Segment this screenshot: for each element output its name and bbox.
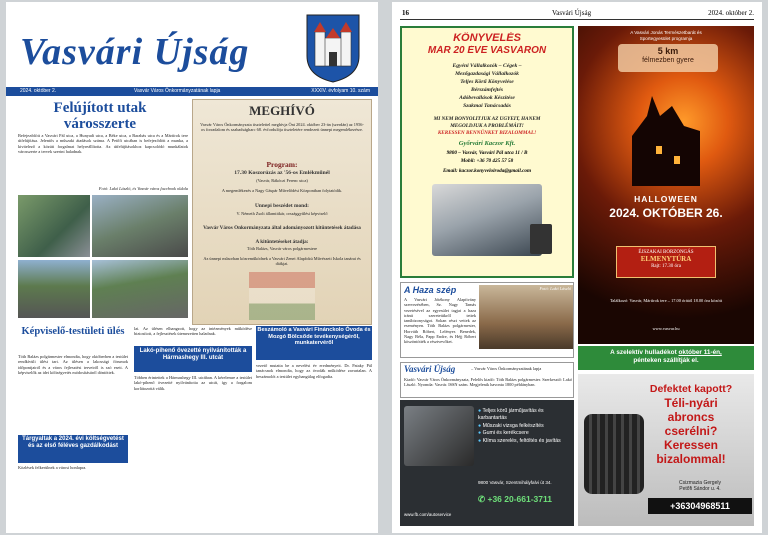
halloween-banner [616, 246, 716, 278]
tyre-contact-address: Petőfi Sándor u. 4. [679, 486, 721, 492]
coat-of-arms-icon [304, 12, 362, 84]
tyre-line: bizalommal! [656, 452, 726, 466]
meghivo-award-giver-label: A kitüntetéseket átadja: [255, 239, 309, 245]
issue-date: 2024. október 2. [20, 88, 57, 94]
tyre-line: cserélni? [664, 424, 718, 438]
meghivo-intro: Vasvár Város Önkormányzata tisztelettel meghívja Önt 2024. október 23-án (szerdán) az 1956-os forradalom és szabadságharc 68. évfordulója tiszteletére rendezett ünnepi megemlékezésre. [200, 122, 364, 133]
bullet-icon: ● [478, 430, 483, 437]
car-service-web: www.fb.com/autoservice [404, 512, 452, 517]
halloween-date: 2024. OKTÓBER 26. [609, 206, 723, 220]
tyre-phone: +36304968511 [648, 498, 752, 514]
calculator-icon [530, 224, 552, 254]
haunted-house-icon [622, 86, 712, 186]
halloween-organizer [578, 30, 754, 41]
accounting-email: Email: kaczor.konyveloiroda@gmail.com [442, 168, 532, 174]
car-service-ad [400, 400, 574, 526]
tyre-line: Keressen [663, 438, 719, 452]
phone-icon: ✆ [478, 494, 488, 504]
article-residential-body: Többen érintettek a Hármashegy III. utcában. A kérelemre a testület lakó-pihenő övezetté nyilvánította az utcát, így a forgalom korlátozottá válik. [134, 375, 252, 391]
impressum-publisher: – Vasvár Város Önkormányzatának lapja [471, 366, 542, 371]
photo-road-1 [18, 195, 90, 257]
impressum-title: Vasvári Újság [404, 364, 456, 374]
bullet-icon: ● [478, 437, 483, 444]
banner-line: ÉJSZAKAI BORZONGÁS [638, 250, 694, 255]
meghivo-program-label: Program: [266, 160, 298, 169]
masthead: Vasvári Újság [20, 31, 250, 73]
car-service-list [478, 408, 572, 445]
car-service-label: Teljes körű járműjavítás és karbantartás [478, 408, 544, 422]
haza-body: A Vasvári Jótékony Alapítvány szervezésében, Sz. Nagy Tamás vezetésével az egyesület tagjai a haza iránti szeretetükről tettek tanúbizonyságot. Sokan részt vettek az eseményen. Tóth Balázs polgármester, Horváth Róbert, Lelényes Benedek, Nagy Béla, Papp Endre, és Héjj Róbert köszöntötték a résztvevőket. [404, 297, 476, 345]
halloween-distance [618, 44, 718, 72]
haza-article [400, 282, 574, 358]
accounting-laptop-image [432, 184, 542, 256]
tyre-question [630, 382, 752, 466]
accounting-service: Teljes Körű Könyvelése [460, 79, 514, 85]
article-council-title: Képviselő-testületi ülés [21, 326, 125, 337]
article-roads-title: Felújított utak városszerte [53, 100, 147, 132]
issue-number: XXXIV. évfolyam 10. szám [311, 88, 370, 94]
tyre-line: Defektet kapott? [649, 383, 733, 395]
page-header-date: 2024. október 2. [708, 9, 754, 17]
meghivo-title: MEGHÍVÓ [249, 103, 315, 118]
car-service-address: 9800 Vasvár, Szentmihályfalvi út 34. [478, 480, 552, 485]
article-council-cont: lai. Az ülésen elhangzott, hogy az intézmények működése biztosított, a fejlesztések ütemezetten haladnak. [134, 326, 252, 337]
meghivo-continue: A megemlékezés a Nagy Gáspár Művelődési Központban folytatódik. [221, 188, 343, 193]
waste-line: A szelektív hulladékot [610, 349, 677, 356]
article-kindergarten-title: Beszámoló a Vasvári Finánckolo Óvoda és Mozgó Bölcsőde tevékenységéről, munkatervéről [256, 326, 372, 360]
car-service-item [478, 423, 572, 430]
car-service-phone [478, 494, 574, 505]
slogan-line: MEGOLDJUK A PROBLÉMÁIT! [450, 123, 524, 129]
tyre-line: Téli-nyári [664, 396, 718, 410]
halloween-web: www.vasvar.hu [652, 326, 680, 331]
budget-box: Tárgyaltak a 2024. évi költségvetést és az első féléves gazdálkodást [18, 435, 128, 463]
halloween-poster [578, 26, 754, 344]
organizer-line: A Vasvári Jonás Természetbarát és [630, 30, 702, 35]
haza-photo [479, 285, 573, 349]
right-page [392, 2, 762, 533]
accounting-service: Adóbevallások Készítése [459, 95, 515, 101]
meghivo-speaker: V. Németh Zsolt államtitkár, országgyűlési képviselő [236, 211, 328, 216]
budget-box-body: Közlések felkerülnek a városi honlapra. [18, 465, 87, 470]
phone-number: +36 20-661-3711 [487, 494, 553, 504]
page-number: 16 [402, 9, 409, 17]
article-roads-body: Befejeződött a Vasvári Pál utca, a Hunyadi utca, a Béke utca, a Barabás utca és a Mártírok tere útfelújítása. Jelentős a műszaki átadások száma. A Petőfi utcában is befejeződött a munka, a kivitelező a közúti forgalmat helyreállította. Az útfelújításokhoz kapcsolódó munkálatok városszerte a tervek szerint haladnak. [18, 133, 188, 154]
meghivo-award: Vasvár Város Önkormányzata által adományozott kitüntetések átadása [203, 225, 361, 231]
meghivo-culture: Az ünnepi műsorban közreműködnek a Vasvári Zenei Alapfokú Művészeti Iskola tanárai és diákjai. [203, 256, 361, 267]
accounting-service: Bérszámfejtés [470, 87, 503, 93]
car-service-item [478, 430, 572, 437]
meghivo-mayor: Tóth Balázs, Vasvár város polgármestere [246, 246, 318, 251]
accounting-service-list [402, 62, 572, 110]
accounting-company: Győrvári Kaczor Kft. [458, 140, 516, 147]
waste-notice [578, 346, 754, 370]
accounting-service: Egyéni Vállalkozók – Cégek – [452, 63, 522, 69]
tyre-ad [578, 374, 754, 526]
accounting-address: 9800 – Vasvár, Vasvári Pál utca 11 / B [446, 150, 528, 156]
photo-road-3 [18, 260, 90, 318]
meghivo-wreath: 17.30 Koszorúzás az '56-os Emlékműnél [234, 170, 330, 176]
meghivo-speech-label: Ünnepi beszédet mond: [255, 203, 309, 209]
meghivo-flag-image [249, 272, 315, 320]
slogan-line: KERESSEN BENNÜNKET BIZALOMMAL! [437, 130, 537, 136]
impressum [400, 362, 574, 398]
article-council-body: Tóth Balázs polgármester elmondta, hogy októberben a testület rendkívüli ülést tart. Az ülésen a lakossági fórumok időpontjairól és a város fejlesztési terveiről is szó esett. A képviselők az idei költségvetés módosításáról döntöttek. [18, 354, 128, 375]
distance: 5 km [657, 46, 679, 56]
haza-title: A Haza szép [404, 285, 457, 295]
car-service-item [478, 438, 572, 445]
car-service-label: Gumi és kerékcsere [482, 430, 529, 437]
page-header-title: Vasvári Újság [552, 9, 592, 17]
tyre-line: abroncs [667, 410, 715, 424]
car-engine-image [404, 406, 474, 466]
halloween-name: HALLOWEEN [634, 194, 698, 204]
tyre-contact-name: Csizmazia Gergely [679, 480, 721, 486]
photo-road-4 [92, 260, 188, 318]
bullet-icon: ● [478, 422, 483, 429]
tyre-contact [648, 480, 752, 492]
car-service-label: Műszaki vizsga felkészítés [482, 422, 544, 429]
accounting-title: KÖNYVELÉS [453, 32, 521, 44]
accounting-slogan [402, 116, 572, 137]
waste-date: október 11-én, [678, 349, 722, 356]
meghivo-wreath-place: (Vasvár, Rákóczi Ferenc utca) [256, 178, 308, 183]
meghivo-ad [192, 99, 372, 325]
distance-note: félmezben gyere [642, 57, 694, 64]
accounting-ad [400, 26, 574, 278]
issue-publisher: Vasvár Város Önkormányzatának lapja [134, 88, 221, 94]
photo-road-2 [92, 195, 188, 257]
article-kindergarten-body: vezető mutatta be a nevelési év eredményeit. Dr. Pataky Pál tanácsnok elmondta, hogy az óvodák működése zavartalan. A beszámolót a testület egyhangúlag elfogadta. [256, 363, 372, 379]
halloween-info: Találkozó: Vasvár, Mártírok tere – 17.00 órától 18.00 óra között [609, 298, 723, 303]
car-service-item [478, 408, 572, 423]
accounting-service: Mezőgazdasági Vállalkozók [455, 71, 519, 77]
bullet-icon: ● [478, 408, 483, 414]
haza-photo-credit: Fotó: Lakó László [539, 286, 571, 291]
impressum-info: Kiadó: Vasvár Város Önkormányzata, Felelős kiadó: Tóth Balázs polgármester. Szerkesztő: Lakó László. Nyomda: Vasvár. ISSN szám. Megjelenik havonta 1800 példányban. [404, 377, 572, 388]
issue-bar [6, 87, 378, 96]
car-service-label: Klíma szerelés, feltöltés és javítás [482, 437, 561, 444]
banner-line: ELMENYTÚRA [640, 255, 692, 263]
page-header [400, 8, 754, 20]
waste-line: pénteken szállítják el. [633, 357, 699, 364]
accounting-mobile: Mobil: +36 70 425 57 58 [460, 158, 514, 164]
left-page [6, 2, 378, 533]
accounting-subtitle: MÁR 20 ÉVE VASVÁRON [427, 45, 547, 56]
article-roads-credit: Fotó: Lakó László, és Vasvár város facebook oldala [98, 186, 188, 191]
accounting-service: Szakmai Tanácsadás [463, 103, 511, 109]
banner-line: Rajt: 17.30 óra [651, 264, 681, 269]
slogan-line: MI NEM BONYOLÍTJUK AZ ÜGYEIT, HANEM [433, 116, 541, 122]
organizer-line: Sportegyesület programja [639, 35, 693, 41]
article-residential-title: Lakó-pihenő övezetté nyilvánították a Hármashegy III. utcát [134, 346, 252, 372]
